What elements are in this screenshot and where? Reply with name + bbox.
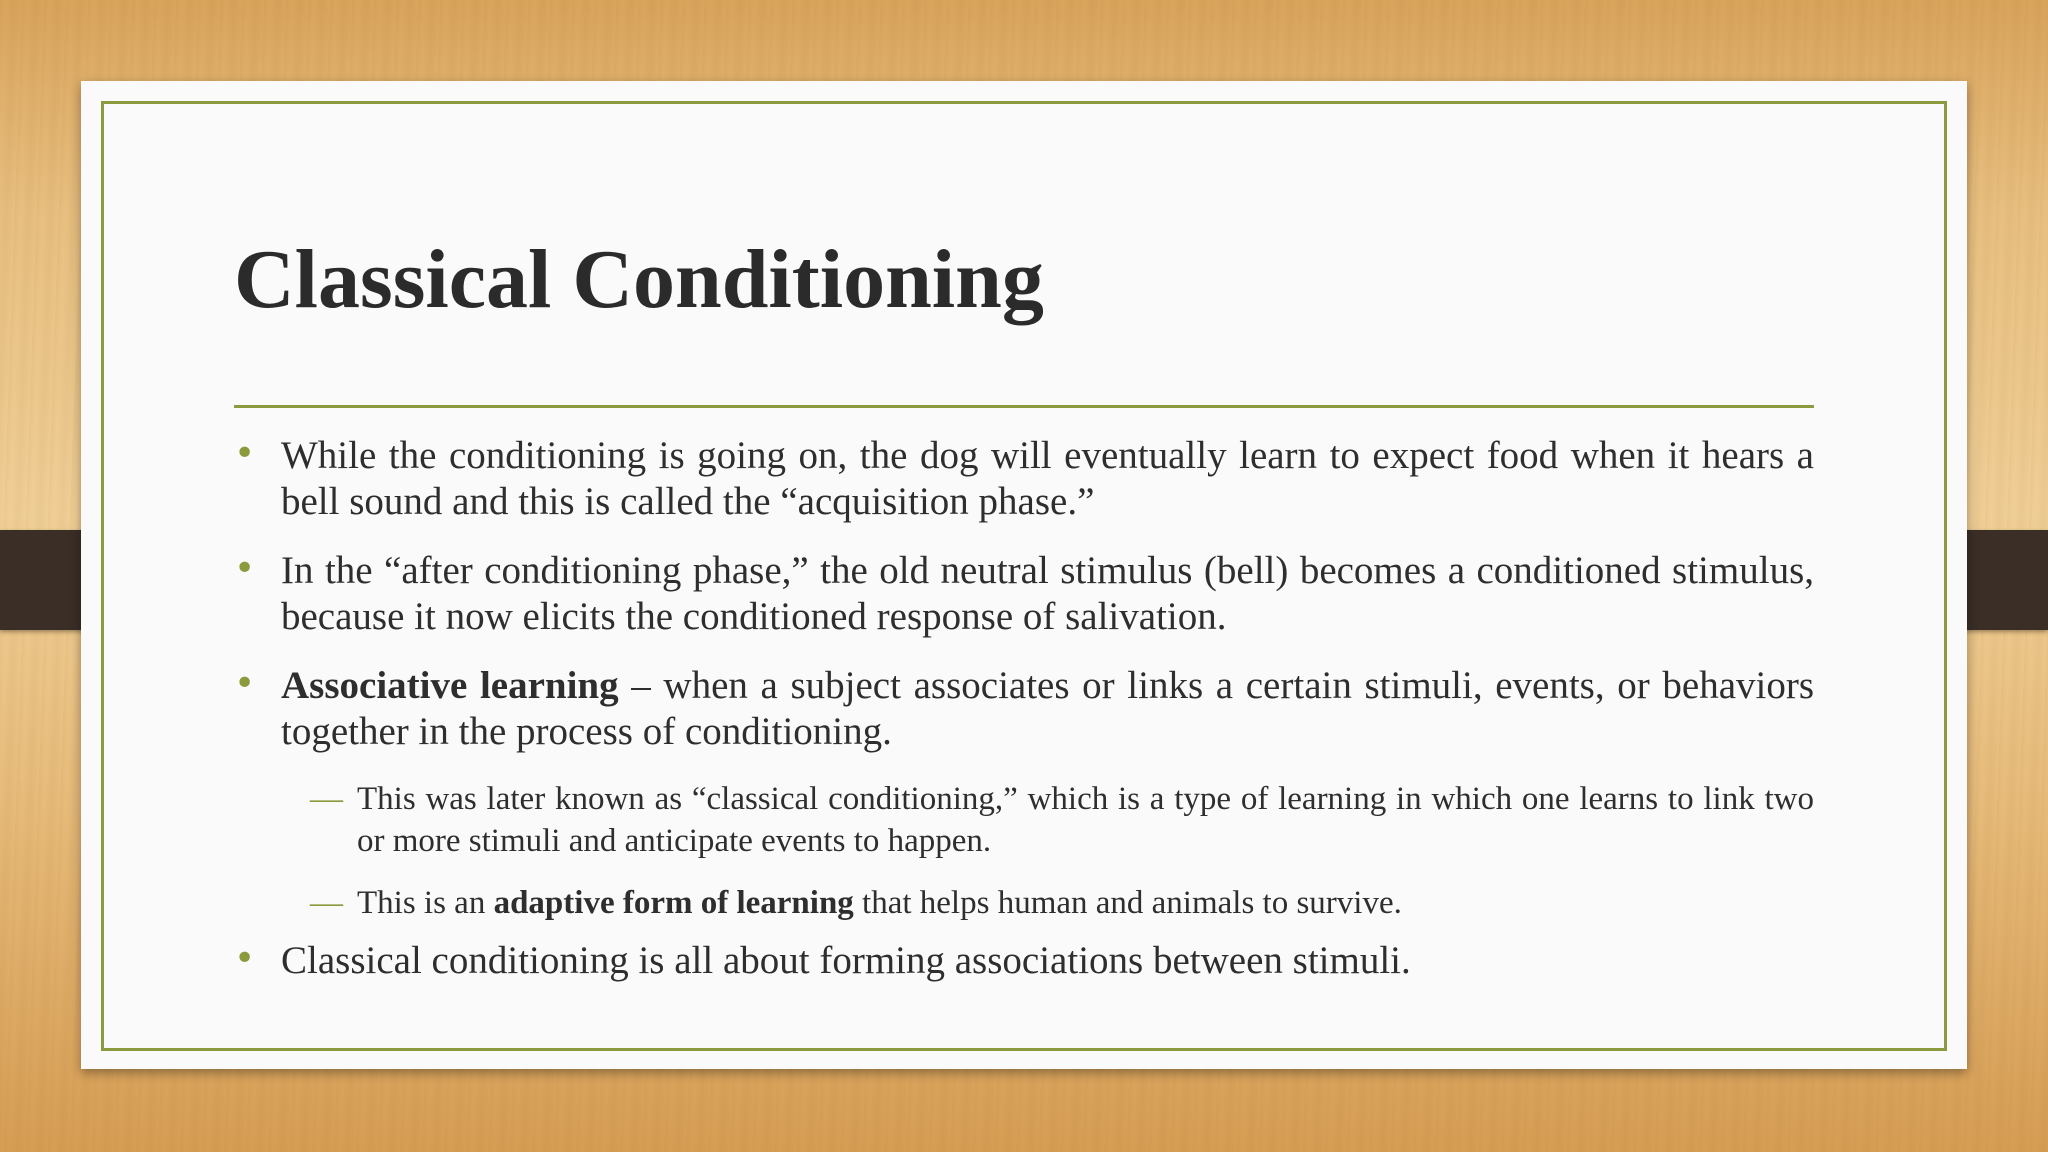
slide-content bbox=[234, 433, 1814, 1007]
bullet-text: In the “after conditioning phase,” the old neutral stimulus (bell) becomes a conditioned stimulus, because it now elicits the conditioned response of salivation. bbox=[281, 549, 1814, 638]
slide-title: Classical Conditioning bbox=[234, 233, 1044, 326]
bullet-after-conditioning bbox=[234, 548, 1814, 640]
sub-bullet-adaptive-learning bbox=[234, 882, 1814, 924]
bullet-dot-icon: • bbox=[234, 938, 256, 979]
bullet-dot-icon: • bbox=[234, 433, 256, 474]
dash-icon: — bbox=[310, 885, 343, 921]
bullet-forming-associations bbox=[234, 938, 1814, 984]
sub-bullet-pre: This is an bbox=[357, 885, 494, 921]
bullet-text: Classical conditioning is all about forming associations between stimuli. bbox=[281, 939, 1411, 982]
slide bbox=[81, 81, 1967, 1069]
bullet-acquisition-phase bbox=[234, 433, 1814, 525]
dash-icon: — bbox=[310, 781, 343, 817]
title-divider bbox=[234, 405, 1814, 408]
sub-bullet-text: This was later known as “classical conditioning,” which is a type of learning in which one learns to link two or more stimuli and anticipate events to happen. bbox=[357, 781, 1814, 859]
bullet-dot-icon: • bbox=[234, 548, 256, 589]
sub-bullet-post: that helps human and animals to survive. bbox=[853, 885, 1402, 921]
bullet-bold-term: Associative learning bbox=[281, 664, 619, 707]
bullet-associative-learning bbox=[234, 663, 1814, 755]
bullet-dot-icon: • bbox=[234, 663, 256, 704]
bullet-text: While the conditioning is going on, the dog will eventually learn to expect food when it hears a bell sound and this is called the “acquisition phase.” bbox=[281, 434, 1814, 523]
sub-bullet-bold-term: adaptive form of learning bbox=[493, 885, 854, 921]
bullet-text: – when a subject associates or links a certain stimuli, events, or behaviors together in the process of conditioning. bbox=[281, 664, 1815, 753]
sub-bullet-classical-conditioning bbox=[234, 778, 1814, 862]
